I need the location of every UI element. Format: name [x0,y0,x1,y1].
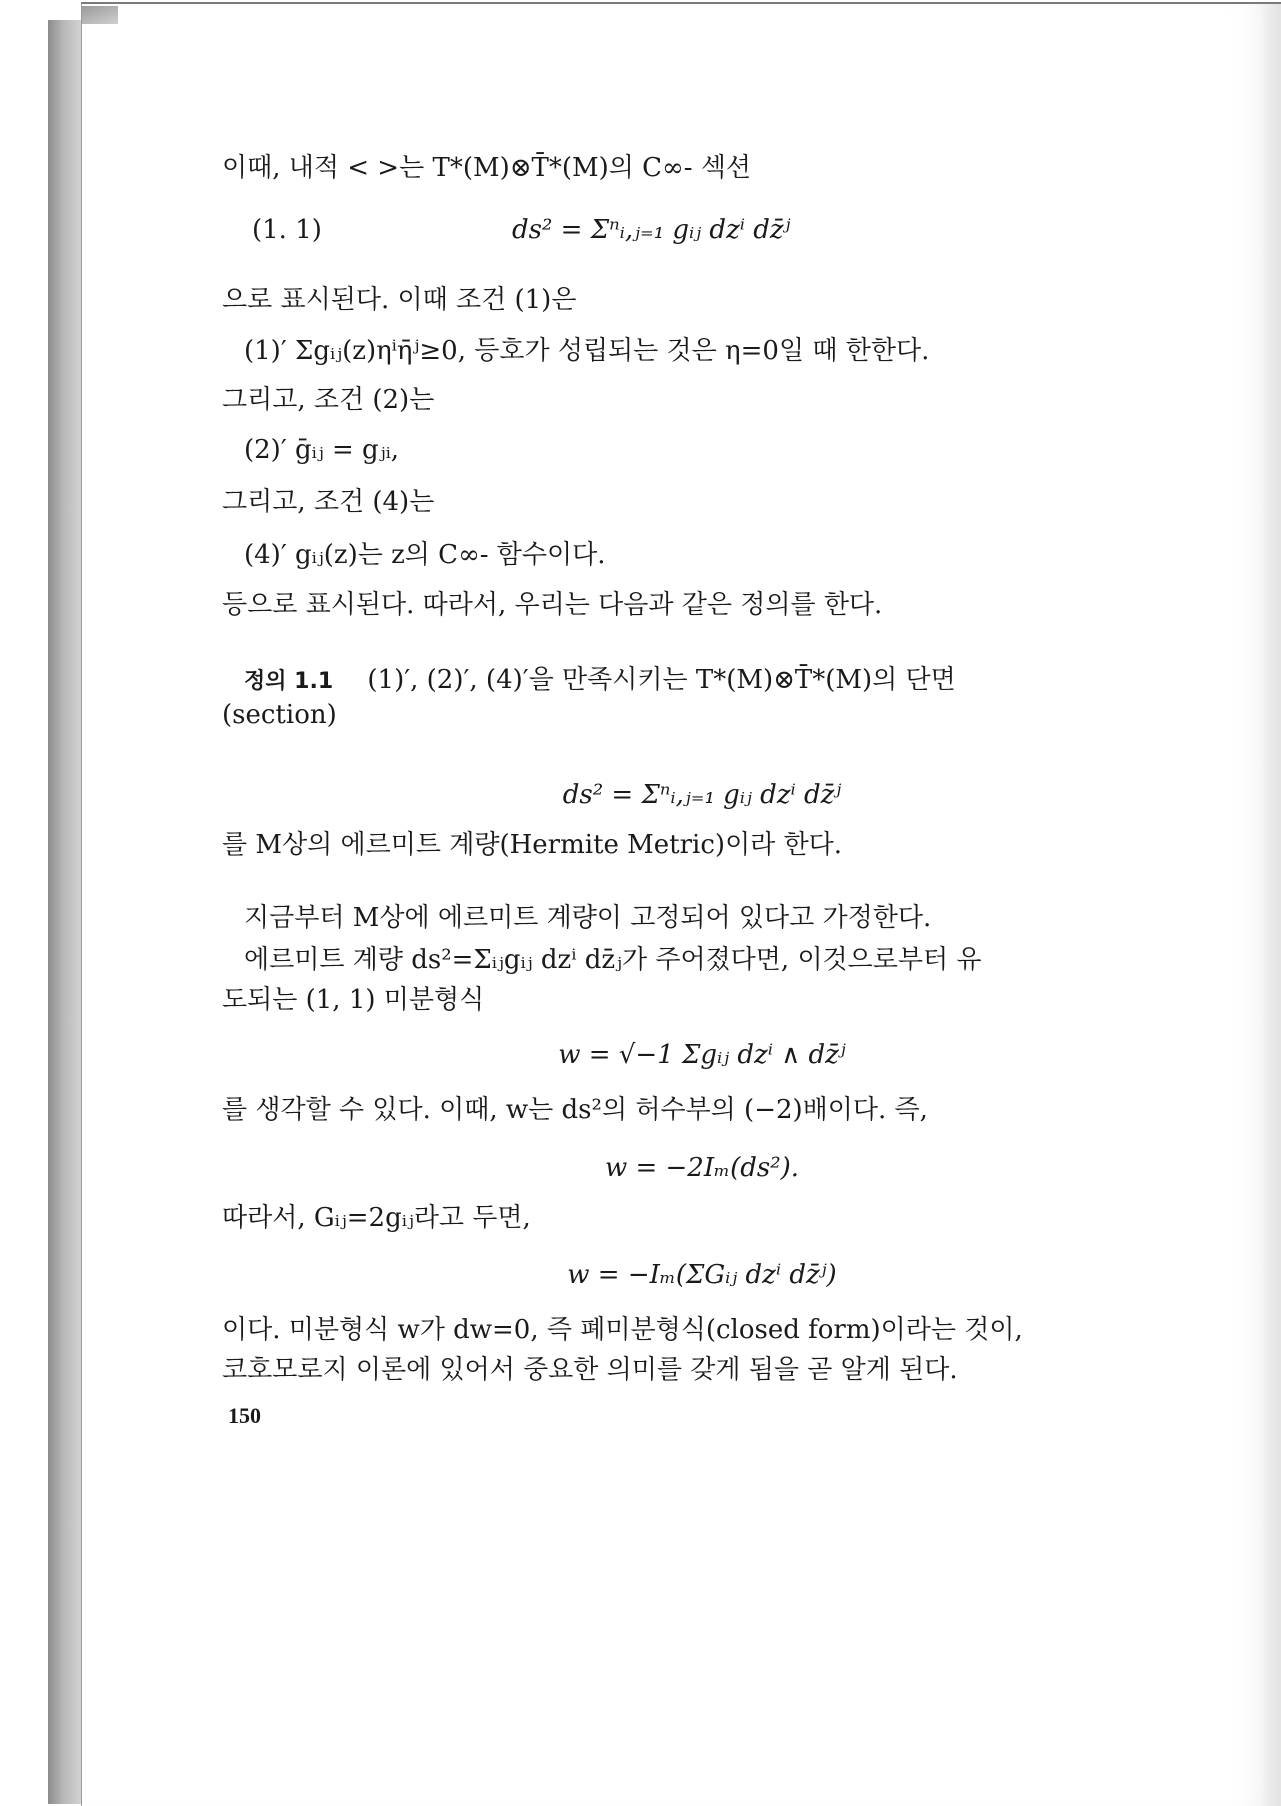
text-line: 코호모로지 이론에 있어서 중요한 의미를 갖게 됨을 곧 알게 된다. [222,1355,958,1385]
text-line: 를 생각할 수 있다. 이때, w는 ds²의 허수부의 (−2)배이다. 즉, [222,1095,928,1125]
equation-number: (1. 1) [252,215,322,245]
text-line: (section) [222,700,337,730]
page [81,2,1281,1806]
definition-row [244,664,956,697]
text-line: 지금부터 M상에 에르미트 계량이 고정되어 있다고 가정한다. [244,903,932,933]
text-line: 도되는 (1, 1) 미분형식 [222,985,485,1015]
page-number: 150 [228,1403,261,1428]
text-line: 그리고, 조건 (2)는 [222,385,435,415]
text-line: 따라서, Gᵢⱼ=2gᵢⱼ라고 두면, [222,1203,531,1233]
text-line: (4)′ gᵢⱼ(z)는 z의 C∞- 함수이다. [244,540,606,570]
text-line: 이때, 내적 < >는 T*(M)⊗T̄*(M)의 C∞- 섹션 [222,153,751,183]
book-spine [48,20,82,1804]
page-fold [82,6,118,24]
equation-2: ds² = Σⁿᵢ,ⱼ₌₁ gᵢⱼ dzⁱ dz̄ʲ [562,780,842,810]
text-line: 를 M상의 에르미트 계량(Hermite Metric)이라 한다. [222,830,843,860]
text-line: 에르미트 계량 ds²=Σᵢⱼgᵢⱼ dzⁱ dz̄ⱼ가 주어졌다면, 이것으로부터 유 [244,945,982,975]
text-line: 그리고, 조건 (4)는 [222,487,435,517]
book [48,2,1281,1804]
equation-5: w = −Iₘ(ΣGᵢⱼ dzⁱ dz̄ʲ) [567,1260,837,1290]
text-line: 이다. 미분형식 w가 dw=0, 즉 폐미분형식(closed form)이라는 것이, [222,1315,1023,1345]
equation-4: w = −2Iₘ(ds²). [604,1153,800,1183]
equation-1: ds² = Σⁿᵢ,ⱼ₌₁ gᵢⱼ dzⁱ dz̄ʲ [512,215,791,245]
text-line: 으로 표시된다. 이때 조건 (1)은 [222,285,577,315]
text-line: (2)′ ḡᵢⱼ = gⱼᵢ, [244,435,400,465]
text-line: (1)′ Σgᵢⱼ(z)ηⁱη̄ʲ≥0, 등호가 성립되는 것은 η=0일 때 한한다. [244,336,930,366]
definition-text: (1)′, (2)′, (4)′을 만족시키는 T*(M)⊗T̄*(M)의 단면 [367,665,956,695]
page-edge-shadow [1260,4,1281,1806]
equation-3: w = √−1 Σgᵢⱼ dzⁱ ∧ dz̄ʲ [558,1040,846,1070]
text-line: 등으로 표시된다. 따라서, 우리는 다음과 같은 정의를 한다. [222,590,883,620]
definition-label: 정의 1.1 [244,669,334,694]
